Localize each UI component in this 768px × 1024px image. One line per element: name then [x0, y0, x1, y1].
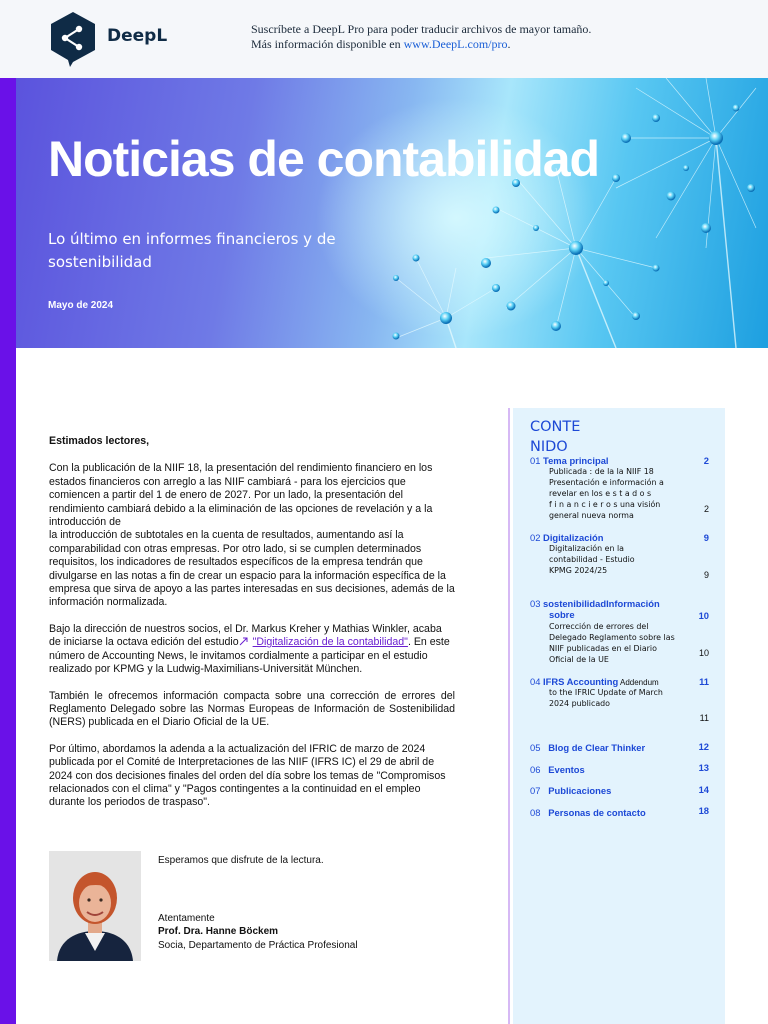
toc-item-label: IFRS Accounting [543, 676, 619, 687]
toc-desc-line: revelar en los e s t a d o s [549, 489, 652, 498]
deepl-promo-suffix: . [507, 37, 511, 51]
toc-sub-page: 2 [703, 504, 709, 514]
toc-item-tema-principal[interactable] [530, 455, 710, 466]
toc-item-label: Blog de Clear Thinker [548, 742, 646, 753]
toc-item-description [549, 543, 684, 576]
closing-line: Esperamos que disfrute de la lectura. [158, 855, 324, 866]
sign-off: Atentamente [158, 913, 215, 924]
toc-desc-line: KPMG 2024/25 [549, 566, 608, 575]
paragraph-study-intro: Bajo la dirección de nuestros socios, el Dr. Markus Kreher y Mathias Winkler, acaba de iniciarse la octava edición del estudio [49, 622, 442, 649]
author-name: Prof. Dra. Hanne Böckem [158, 926, 279, 937]
toc-item-label: sostenibilidadInformación [543, 598, 660, 609]
toc-item-label: Digitalización [543, 532, 604, 543]
toc-item-number: 04 [530, 676, 541, 687]
toc-item-description [549, 687, 684, 709]
deepl-brand: DeepL [107, 26, 168, 46]
editorial-letter [49, 435, 455, 823]
toc-title-line2: NIDO [530, 439, 568, 455]
toc-item-number: 06 [530, 764, 541, 775]
toc-sub-page: 11 [699, 713, 709, 723]
toc-item-number: 03 [530, 598, 541, 609]
toc-item-page: 18 [698, 805, 709, 816]
toc-item-number: 01 [530, 455, 541, 466]
toc-item-sostenibilidad[interactable] [530, 598, 710, 620]
toc-item-page: 13 [698, 762, 709, 773]
greeting: Estimados lectores, [49, 435, 150, 447]
toc-item-page: 10 [698, 610, 709, 621]
page-title: Noticias de contabilidad [48, 131, 600, 187]
toc-item-eventos[interactable] [530, 764, 710, 775]
paragraph-study [49, 623, 455, 677]
toc-desc-line: Publicada : de la la NIIF 18 [549, 467, 654, 476]
toc-sub-page: 10 [698, 648, 709, 658]
toc-divider [508, 408, 510, 1024]
toc-desc-line: f i n a n c i e r o s una visión [549, 500, 661, 509]
paragraph-ners: También le ofrecemos información compacta sobre una corrección de errores del Reglamento Delegado sobre las Normas Europeas de Información de Sostenibilidad (NERS) publicada en el Diario Oficial de la UE. [49, 689, 455, 729]
toc-desc-line: Digitalización en la [549, 544, 625, 553]
paragraph-study-outro: . En este número de Accounting News, le invitamos cordialmente a participar en el estudio realizado por KPMG y la Ludwig-Maximilians-Universität München. [49, 636, 450, 676]
toc-item-digitalizacion[interactable] [530, 532, 710, 543]
hero-banner [16, 78, 768, 348]
toc-title-line1: CONTE [530, 419, 581, 435]
toc-item-label: Tema principal [543, 455, 609, 466]
toc-desc-line: 2024 publicado [549, 699, 611, 708]
author-role: Socia, Departamento de Práctica Profesional [158, 940, 358, 951]
table-of-contents [513, 408, 725, 1024]
toc-sub-page: 9 [703, 570, 709, 580]
toc-item-label-tail: Addendum [618, 678, 659, 687]
toc-item-blog[interactable] [530, 742, 710, 753]
toc-item-description [549, 466, 684, 521]
paragraph-niif18-part2: la introducción de subtotales en la cuenta de resultados, aumentando así la comparabilidad con otras empresas. Por otro lado, si se cumplen determinados requisitos, los indicadores de resultados específicos de la empresa tendrán que divulgarse en las notas a fin de crear un espacio para la información específica de la empresa que sirva de apoyo a las partes interesadas en sus decisiones, además de la información normalizada. [49, 529, 455, 609]
toc-desc-line: NIIF publicadas en el Diario [549, 644, 657, 653]
deepl-promo-line2 [251, 37, 591, 52]
toc-item-description [549, 621, 684, 665]
toc-item-label: Personas de contacto [548, 807, 646, 818]
external-link-icon [239, 637, 250, 646]
toc-desc-line: to the IFRIC Update of March [549, 688, 663, 697]
toc-desc-line: general nueva norma [549, 511, 634, 520]
toc-item-label: Eventos [548, 764, 585, 775]
toc-item-contacto[interactable] [530, 807, 710, 818]
toc-item-label-cont: sobre [549, 609, 575, 620]
toc-item-page: 14 [698, 784, 709, 795]
toc-item-page: 9 [703, 532, 709, 543]
dandelion-illustration [16, 78, 768, 348]
issue-date: Mayo de 2024 [48, 300, 114, 311]
toc-item-page: 12 [698, 741, 709, 752]
paragraph-niif18 [49, 462, 455, 609]
toc-item-label: Publicaciones [548, 785, 612, 796]
toc-desc-line: Corrección de errores del [549, 622, 649, 631]
paragraph-ifric: Por último, abordamos la adenda a la actualización del IFRIC de marzo de 2024 publicada por el Comité de Interpretaciones de las NIIF (IFRS IC) el 29 de abril de 2024 con dos decisiones finales del orden del día sobre los temas de "Compromisos relacionados con el clima" y "Pagos contingentes a la continuidad en el empleo durante los periodos de traspaso". [49, 742, 446, 809]
toc-item-number: 05 [530, 742, 541, 753]
deepl-banner [0, 0, 768, 78]
page-subtitle: Lo último en informes financieros y de sostenibilidad [48, 230, 336, 271]
toc-desc-line: Delegado Reglamento sobre las [549, 633, 675, 642]
deepl-promo [251, 22, 591, 52]
toc-desc-line: contabilidad - Estudio [549, 555, 635, 564]
deepl-logo-icon[interactable] [48, 10, 98, 68]
toc-item-publicaciones[interactable] [530, 785, 710, 796]
study-link[interactable]: "Digitalización de la contabilidad" [252, 636, 408, 649]
toc-title [530, 417, 580, 457]
deepl-pro-link[interactable]: www.DeepL.com/pro [403, 37, 508, 51]
toc-item-number: 02 [530, 532, 541, 543]
deepl-promo-line1: Suscríbete a DeepL Pro para poder traducir archivos de mayor tamaño. [251, 22, 592, 36]
toc-item-number: 07 [530, 785, 541, 796]
left-accent-stripe [0, 78, 16, 1024]
author-portrait [49, 851, 141, 961]
paragraph-niif18-part1: Con la publicación de la NIIF 18, la presentación del rendimiento financiero en los estados financieros con arreglo a las NIIF cambiará - para los ejercicios que comiencen a partir del 1 de enero de 2027. Por un lado, la presentación del rendimiento cambiará debido a la eliminación de las opciones de revelación y a la introducción de [49, 462, 433, 529]
toc-item-page: 11 [699, 676, 709, 687]
toc-item-number: 08 [530, 807, 541, 818]
toc-item-page: 2 [703, 455, 709, 466]
portrait-image [49, 851, 141, 961]
toc-desc-line: Presentación e información a [549, 478, 664, 487]
deepl-promo-prefix: Más información disponible en [251, 37, 404, 51]
toc-desc-line: Oficial de la UE [549, 655, 609, 664]
